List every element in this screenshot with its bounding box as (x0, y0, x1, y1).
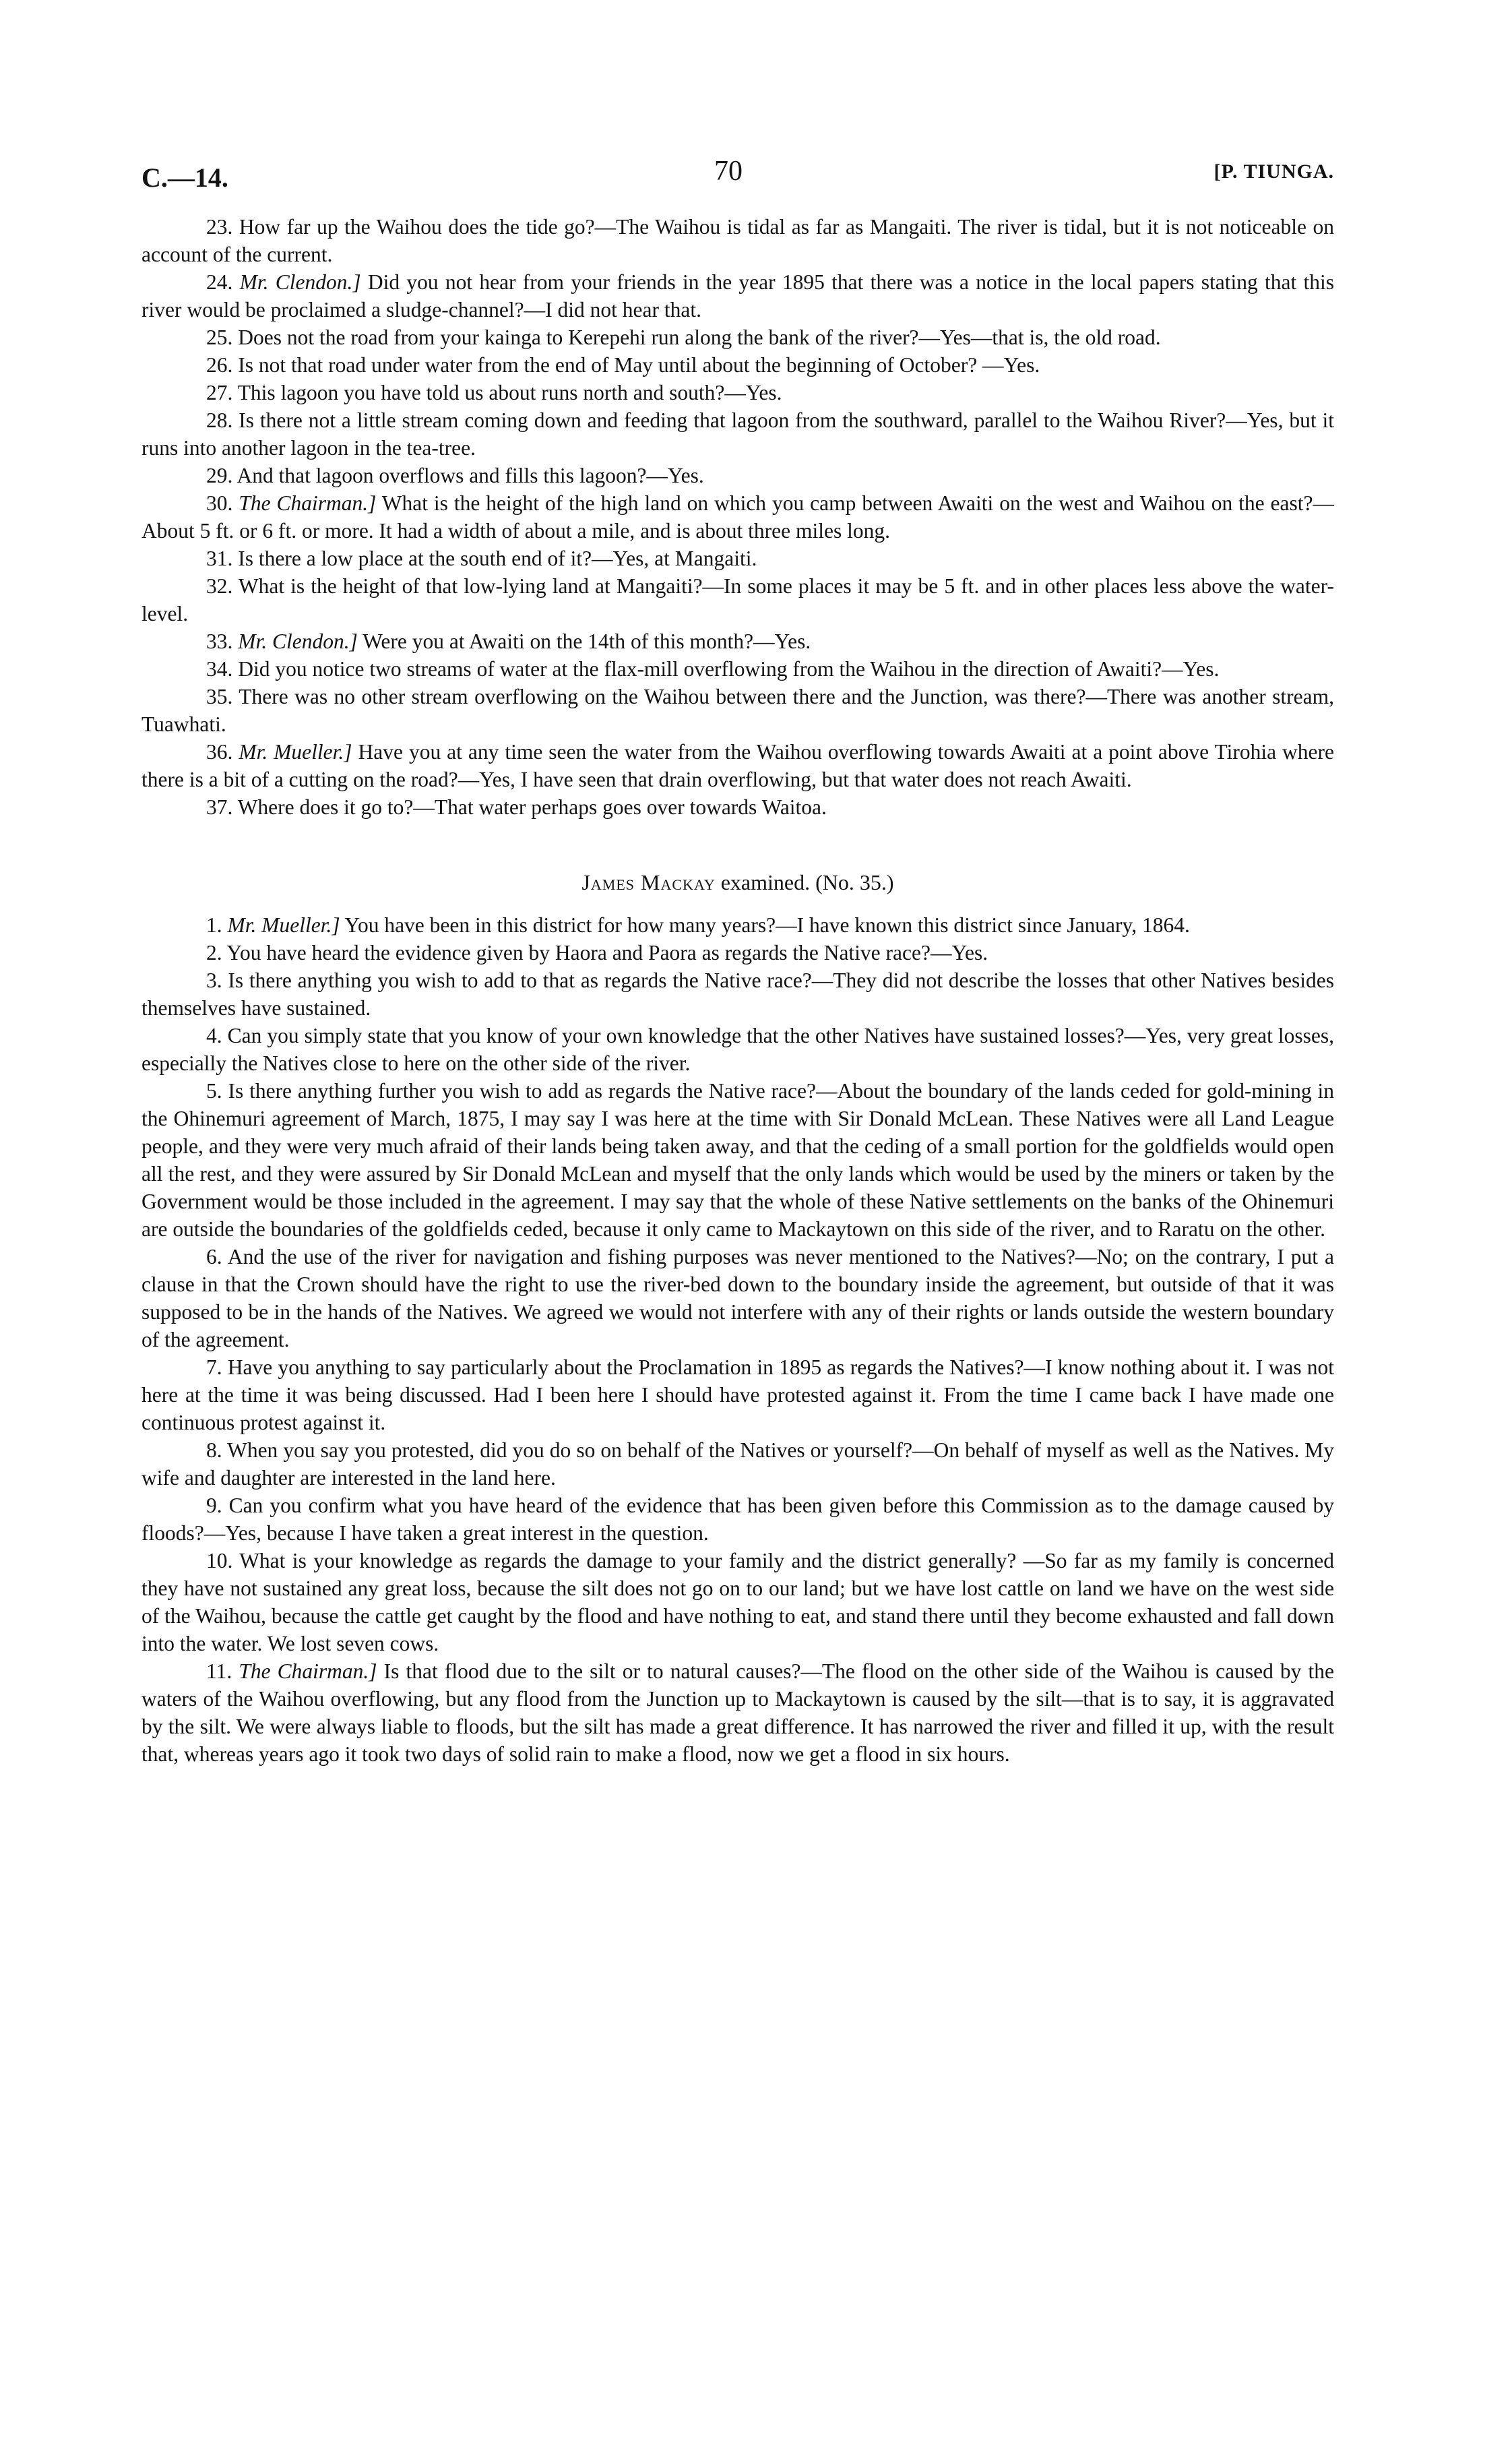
question-7: 7. Have you anything to say particularly about the Proclamation in 1895 as regards the Natives?—I know nothing about it. I was not here at the time it was being discussed. Had I been here I should have protested against it. From the time I came back I have made one continuous protest against it. (141, 1355, 1334, 1434)
section-heading-suffix: examined. (No. 35.) (715, 870, 894, 894)
document-page (141, 148, 1334, 1768)
question-30: 30. The Chairman.] What is the height of the high land on which you camp between Awaiti on the west and Waihou on the east?—About 5 ft. or 6 ft. or more. It had a width of about a mile, and is about three miles long. (141, 491, 1335, 543)
question-8: 8. When you say you protested, did you do so on behalf of the Natives or yourself?—On behalf of myself as well as the Natives. My wife and daughter are interested in the land here. (141, 1438, 1335, 1490)
question-36: 36. Mr. Mueller.] Have you at any time seen the water from the Waihou overflowing towards Awaiti at a point above Tirohia where there is a bit of a cutting on the road?—Yes, I have seen that drain overflowing, but that water does not reach Awaiti. (141, 740, 1335, 791)
question-35: 35. There was no other stream overflowing on the Waihou between there and the Junction, was there?—There was another stream, Tuawhati. (141, 685, 1334, 736)
witness-name: James Mackay (581, 870, 716, 894)
question-27: 27. This lagoon you have told us about runs north and south?—Yes. (206, 381, 782, 404)
page-header (141, 148, 1334, 195)
question-32: 32. What is the height of that low-lying land at Mangaiti?—In some places it may be 5 ft. and in other places less above the water-level. (141, 574, 1334, 625)
question-5: 5. Is there anything further you wish to add as regards the Native race?—About the boundary of the lands ceded for gold-mining in the Ohinemuri agreement of March, 1875, I may say I was here at the time with Sir Donald McLean. These Natives were all Land League people, and they were very much afraid of their lands being taken away, and that the ceding of a small portion for the goldfields would open all the rest, and they were assured by Sir Donald McLean and myself that the only lands which would be used by the miners or taken by the Government would be those included in the agreement. I may say that the whole of these Native settlements on the banks of the Ohinemuri are outside the boundaries of the goldfields ceded, because it only came to Mackaytown on this side of the river, and to Raratu on the other. (141, 1079, 1334, 1241)
question-4: 4. Can you simply state that you know of your own knowledge that the other Natives have sustained losses?—Yes, very great losses, especially the Natives close to here on the other side of the river. (141, 1024, 1334, 1075)
question-37: 37. Where does it go to?—That water perhaps goes over towards Waitoa. (206, 795, 827, 819)
question-31: 31. Is there a low place at the south end of it?—Yes, at Mangaiti. (206, 547, 757, 570)
question-26: 26. Is not that road under water from the end of May until about the beginning of October? —Yes. (206, 353, 1040, 377)
question-3: 3. Is there anything you wish to add to that as regards the Native race?—They did not describe the losses that other Natives besides themselves have sustained. (141, 969, 1334, 1020)
question-1: 1. Mr. Mueller.] You have been in this district for how many years?—I have known this district since January, 1864. (206, 913, 1190, 937)
question-33: 33. Mr. Clendon.] Were you at Awaiti on the 14th of this month?—Yes. (206, 630, 811, 653)
section-heading-james-mackay (141, 868, 1334, 896)
testimony-block-mackay (141, 911, 1334, 1768)
question-23: 23. How far up the Waihou does the tide go?—The Waihou is tidal as far as Mangaiti. The river is tidal, but it is not noticeable on account of the current. (141, 215, 1335, 266)
question-11: 11. The Chairman.] Is that flood due to the silt or to natural causes?—The flood on the other side of the Waihou is caused by the waters of the Waihou overflowing, but any flood from the Junction up to Mackaytown is caused by the silt—that is to say, it is aggravated by the silt. We were always liable to floods, but the silt has made a great difference. It has narrowed the river and filled it up, with the result that, whereas years ago it took two days of solid rain to make a flood, now we get a flood in six hours. (141, 1659, 1334, 1766)
question-10: 10. What is your knowledge as regards the damage to your family and the district generally? —So far as my family is concerned they have not sustained any great loss, because the silt does not go on to our land; but we have lost cattle on land we have on the west side of the Waihou, because the cattle get caught by the flood and have nothing to eat, and stand there until they become exhausted and fall down into the water. We lost seven cows. (141, 1549, 1334, 1655)
witness-running-head: [P. TIUNGA. (1214, 160, 1334, 183)
question-28: 28. Is there not a little stream coming down and feeding that lagoon from the southward, parallel to the Waihou River?—Yes, but it runs into another lagoon in the tea-tree. (141, 408, 1334, 460)
question-6: 6. And the use of the river for navigation and fishing purposes was never mentioned to the Natives?—No; on the contrary, I put a clause in that the Crown should have the right to use the river-bed down to the boundary inside the agreement, but outside of that it was supposed to be in the hands of the Natives. We agreed we would not interfere with any of their rights or lands outside the western boundary of the agreement. (141, 1245, 1334, 1351)
page-number: 70 (714, 156, 743, 187)
paper-reference: C.—14. (141, 162, 228, 193)
question-25: 25. Does not the road from your kainga to Kerepehi run along the bank of the river?—Yes—that is, the old road. (206, 326, 1161, 349)
question-2: 2. You have heard the evidence given by Haora and Paora as regards the Native race?—Yes. (206, 941, 988, 964)
question-9: 9. Can you confirm what you have heard of the evidence that has been given before this Commission as to the damage caused by floods?—Yes, because I have taken a great interest in the question. (141, 1494, 1335, 1545)
testimony-block-tiunga (141, 213, 1334, 821)
question-29: 29. And that lagoon overflows and fills this lagoon?—Yes. (206, 464, 704, 487)
question-34: 34. Did you notice two streams of water at the flax-mill overflowing from the Waihou in the direction of Awaiti?—Yes. (206, 657, 1220, 681)
question-24: 24. Mr. Clendon.] Did you not hear from your friends in the year 1895 that there was a notice in the local papers stating that this river would be proclaimed a sludge-channel?—I did not hear that. (141, 270, 1335, 321)
